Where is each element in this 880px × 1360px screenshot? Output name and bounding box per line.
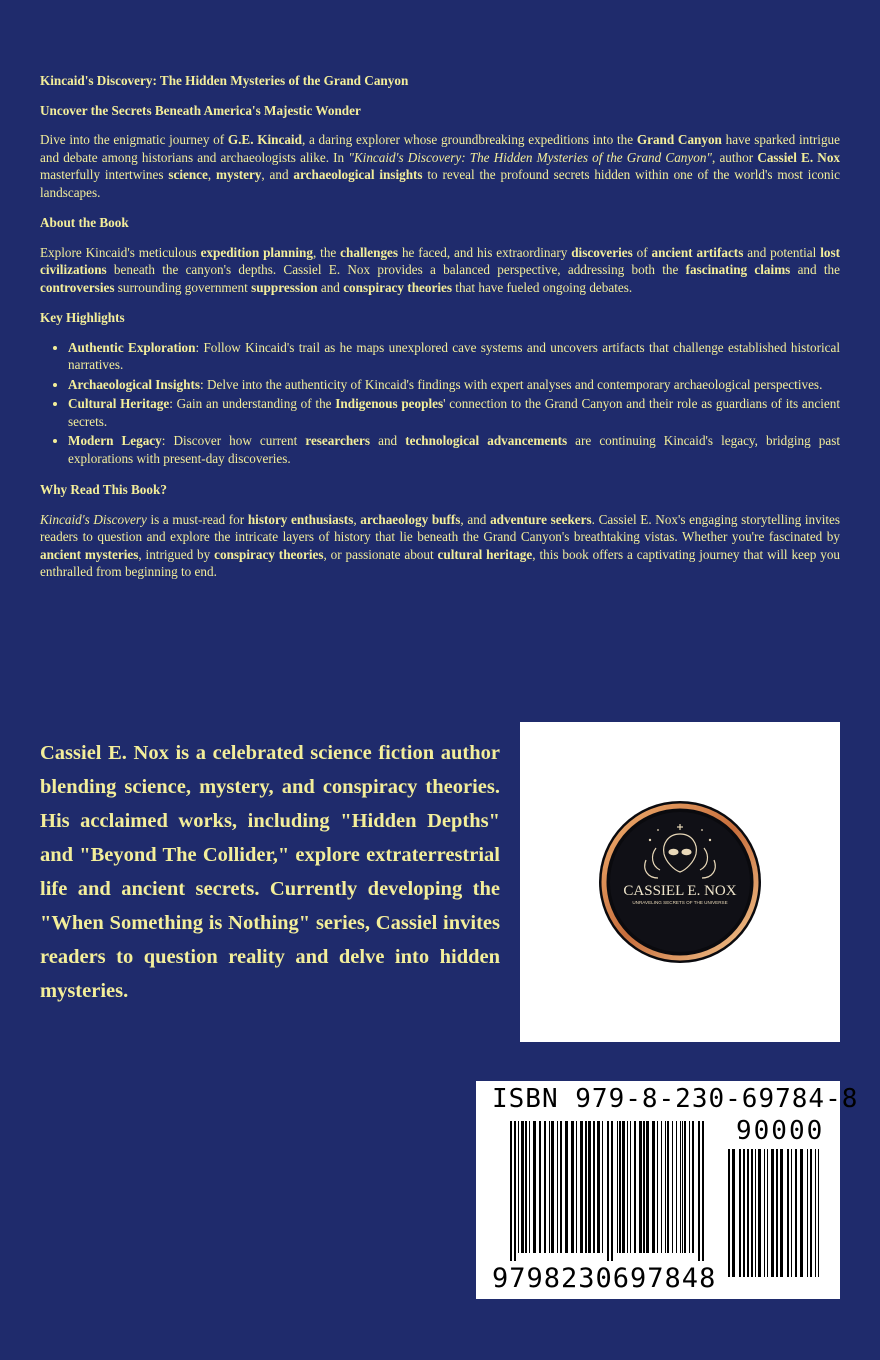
logo-name: CASSIEL E. NOX bbox=[623, 883, 737, 899]
highlight-item: • Authentic Exploration: Follow Kincaid's trail as he maps unexplored cave systems and uncovers artifacts that challenge established historical narratives. bbox=[68, 339, 840, 374]
barcode-bar bbox=[807, 1149, 808, 1277]
barcode-bar bbox=[672, 1121, 673, 1253]
barcode-bar bbox=[617, 1121, 618, 1253]
about-heading: About the Book bbox=[40, 215, 129, 230]
barcode-bar bbox=[758, 1149, 761, 1277]
barcode-bar bbox=[682, 1121, 683, 1253]
barcode-bar bbox=[755, 1149, 756, 1277]
barcode-bar bbox=[576, 1121, 577, 1253]
highlights-heading: Key Highlights bbox=[40, 310, 125, 325]
barcode-digits: 9798230697848 bbox=[492, 1263, 717, 1294]
barcode-bar bbox=[533, 1121, 536, 1253]
why-paragraph: Kincaid's Discovery is a must-read for history enthusiasts, archaeology buffs, and adventure seekers. Cassiel E. Nox's engaging storytelling invites readers to question and explore the intricate layers of history that lie beneath the Grand Canyon's breathtaking vistas. Whether you're fascinated by ancient mysteries, intrigued by conspiracy theories, or passionate about cultural heritage, this book offers a captivating journey that will keep you enthralled from beginning to end. bbox=[40, 511, 841, 579]
ean13-bars bbox=[510, 1121, 704, 1261]
barcode-bar bbox=[560, 1121, 562, 1253]
barcode-bar bbox=[667, 1121, 669, 1253]
price-addon-label: 90000 bbox=[736, 1116, 825, 1146]
barcode-bar bbox=[751, 1149, 753, 1277]
barcode-bar bbox=[544, 1121, 546, 1253]
barcode-bar bbox=[692, 1121, 694, 1253]
barcode-bar bbox=[810, 1149, 812, 1277]
barcode-bar bbox=[767, 1149, 768, 1277]
author-logo bbox=[598, 800, 762, 964]
barcode-bar bbox=[588, 1121, 591, 1253]
barcode-bar bbox=[514, 1121, 516, 1261]
barcode-bar bbox=[611, 1121, 613, 1261]
blurb-title: Kincaid's Discovery: The Hidden Mysteries of the Grand Canyon bbox=[40, 73, 409, 88]
barcode-bar bbox=[665, 1121, 666, 1253]
barcode-bar bbox=[630, 1121, 631, 1253]
highlight-item: • Archaeological Insights: Delve into the authenticity of Kincaid's findings with expert analyses and contemporary archaeological perspectives. bbox=[68, 376, 840, 394]
author-bio: Cassiel E. Nox is a celebrated science fiction author blending science, mystery, and conspiracy theories. His acclaimed works, including "Hidden Depths" and "Beyond The Collider," explore extraterrestrial life and ancient secrets. Currently developing the "When Something is Nothing" series, Cassiel invites readers to question reality and delve into hidden mysteries. bbox=[40, 742, 500, 1002]
barcode-bar bbox=[557, 1121, 558, 1253]
barcode-bar bbox=[676, 1121, 677, 1253]
highlights-list bbox=[40, 339, 840, 468]
barcode-bar bbox=[815, 1149, 816, 1277]
barcode-bar bbox=[780, 1149, 783, 1277]
barcode-bar bbox=[593, 1121, 595, 1253]
isbn-barcode-block bbox=[476, 1081, 859, 1299]
intro-paragraph: Dive into the enigmatic journey of G.E. Kincaid, a daring explorer whose groundbreaking expeditions into the Grand Canyon have sparked intrigue and debate among historians and archaeologists alike. In "Kincaid's Discovery: The Hidden Mysteries of the Grand Canyon", author Cassiel E. Nox masterfully intertwines science, mystery, and archaeological insights to reveal the profound secrets hidden within one of the world's most iconic landscapes. bbox=[40, 132, 841, 200]
barcode-bar bbox=[634, 1121, 636, 1253]
barcode-bar bbox=[732, 1149, 735, 1277]
highlight-item: • Cultural Heritage: Gain an understanding of the Indigenous peoples' connection to the Grand Canyon and their role as guardians of its ancient secrets. bbox=[68, 395, 840, 430]
barcode-bar bbox=[627, 1121, 628, 1253]
blurb-subtitle: Uncover the Secrets Beneath America's Majestic Wonder bbox=[40, 102, 361, 118]
barcode-bar bbox=[525, 1121, 527, 1253]
about-paragraph: Explore Kincaid's meticulous expedition planning, the challenges he faced, and his extraordinary discoveries of ancient artifacts and potential lost civilizations beneath the canyon's depths. Cassiel E. Nox provides a balanced perspective, addressing both the fascinating claims and the controversies surrounding government suppression and conspiracy theories that have fueled ongoing debates. bbox=[40, 244, 841, 295]
barcode-bar bbox=[795, 1149, 797, 1277]
addon-bars bbox=[728, 1149, 819, 1277]
barcode-bar bbox=[689, 1121, 690, 1253]
barcode-bar bbox=[702, 1121, 704, 1261]
barcode-bar bbox=[551, 1121, 554, 1253]
logo-tagline: UNRAVELING SECRETS OF THE UNIVERSE bbox=[632, 900, 728, 905]
barcode-bar bbox=[602, 1121, 603, 1253]
highlight-item: • Modern Legacy: Discover how current researchers and technological advancements are continuing Kincaid's legacy, bridging past explorations with present-day discoveries. bbox=[68, 432, 840, 467]
barcode-bar bbox=[771, 1149, 774, 1277]
barcode-bar bbox=[529, 1121, 530, 1253]
barcode-bar bbox=[639, 1121, 642, 1253]
barcode-bar bbox=[684, 1121, 686, 1253]
barcode-bar bbox=[747, 1149, 749, 1277]
barcode-bar bbox=[787, 1149, 789, 1277]
barcode-bar bbox=[791, 1149, 792, 1277]
barcode-bar bbox=[571, 1121, 574, 1253]
barcode-bar bbox=[580, 1121, 583, 1253]
barcode-bar bbox=[764, 1149, 765, 1277]
barcode-bar bbox=[518, 1121, 519, 1253]
barcode-bar bbox=[521, 1121, 524, 1253]
isbn-label: ISBN 979-8-230-69784-8 bbox=[492, 1084, 859, 1114]
barcode-bar bbox=[643, 1121, 645, 1253]
barcode-bar bbox=[818, 1149, 819, 1277]
barcode-bar bbox=[597, 1121, 600, 1253]
why-heading: Why Read This Book? bbox=[40, 482, 167, 497]
barcode-bar bbox=[549, 1121, 550, 1253]
barcode-bar bbox=[698, 1121, 700, 1261]
barcode-bar bbox=[743, 1149, 745, 1277]
barcode-bar bbox=[565, 1121, 568, 1253]
barcode-bar bbox=[646, 1121, 649, 1253]
barcode-bar bbox=[661, 1121, 662, 1253]
barcode-bar bbox=[800, 1149, 803, 1277]
barcode-bar bbox=[510, 1121, 512, 1261]
barcode-bar bbox=[652, 1121, 655, 1253]
barcode-bar bbox=[585, 1121, 587, 1253]
barcode-bar bbox=[776, 1149, 778, 1277]
barcode-bar bbox=[657, 1121, 658, 1253]
author-logo-panel bbox=[520, 722, 840, 1042]
barcode-bar bbox=[619, 1121, 621, 1253]
barcode-bar bbox=[622, 1121, 625, 1253]
barcode-bar bbox=[728, 1149, 730, 1277]
barcode-bar bbox=[607, 1121, 609, 1261]
back-cover-blurb bbox=[40, 72, 840, 594]
barcode-bar bbox=[539, 1121, 541, 1253]
barcode-bar bbox=[739, 1149, 741, 1277]
barcode-bar bbox=[680, 1121, 681, 1253]
